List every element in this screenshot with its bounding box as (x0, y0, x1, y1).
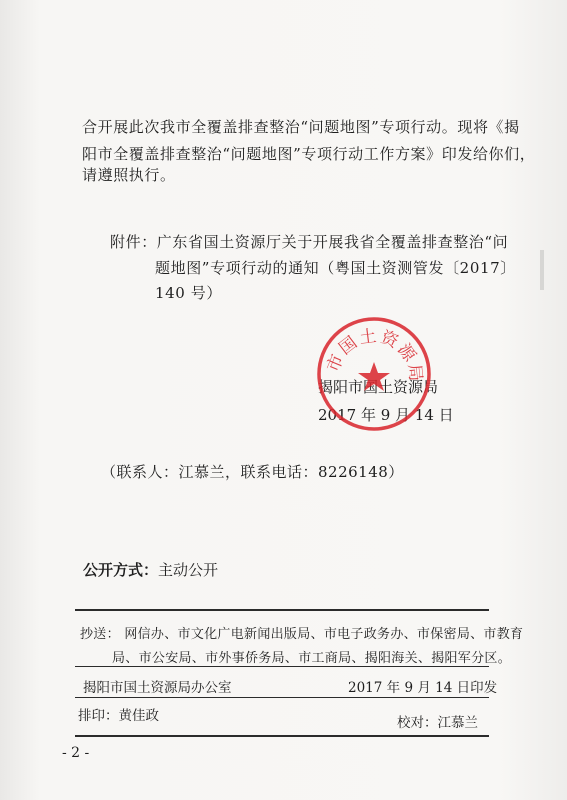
body-text-line-2: 阳市全覆盖排查整治“问题地图”专项行动工作方案》印发给你们， (82, 145, 536, 163)
typesetter: 排印：黄佳政 (78, 708, 159, 724)
page-number: - 2 - (62, 745, 90, 761)
disclosure-label: 公开方式： (83, 561, 159, 579)
attachment-line-1: 附件：广东省国土资源厅关于开展我省全覆盖排查整治“问 (110, 233, 509, 251)
divider-top (75, 609, 489, 611)
disclosure-method (83, 559, 218, 580)
body-text-line-1: 合开展此次我市全覆盖排查整治“问题地图”专项行动。现将《揭 (82, 118, 520, 136)
attachment-line-2: 题地图”专项行动的通知（粤国土资测管发〔2017〕 (155, 259, 516, 277)
scan-edge-mark (540, 250, 544, 290)
signature-date: 2017 年 9 月 14 日 (318, 406, 454, 424)
official-seal-icon (316, 316, 432, 432)
proofreader: 校对：江慕兰 (397, 715, 478, 731)
issuing-office: 揭阳市国土资源局办公室 (83, 680, 232, 696)
disclosure-value: 主动公开 (158, 561, 219, 579)
divider-issuer (75, 697, 489, 698)
body-text-line-3: 请遵照执行。 (82, 166, 176, 184)
divider-cc (75, 666, 489, 667)
cc-line-1: 抄送： 网信办、市文化广电新闻出版局、市电子政务办、市保密局、市教育 (80, 627, 524, 642)
contact-info: （联系人：江慕兰，联系电话：8226148） (101, 463, 404, 481)
seal-text: 市国土资源局 (323, 326, 426, 385)
divider-bottom (75, 735, 489, 737)
attachment-line-3: 140 号） (155, 284, 222, 302)
issue-date: 2017 年 9 月 14 日印发 (348, 680, 498, 696)
signature-organization: 揭阳市国土资源局 (318, 378, 439, 396)
cc-line-2: 局、市公安局、市外事侨务局、市工商局、揭阳海关、揭阳军分区。 (112, 651, 512, 666)
